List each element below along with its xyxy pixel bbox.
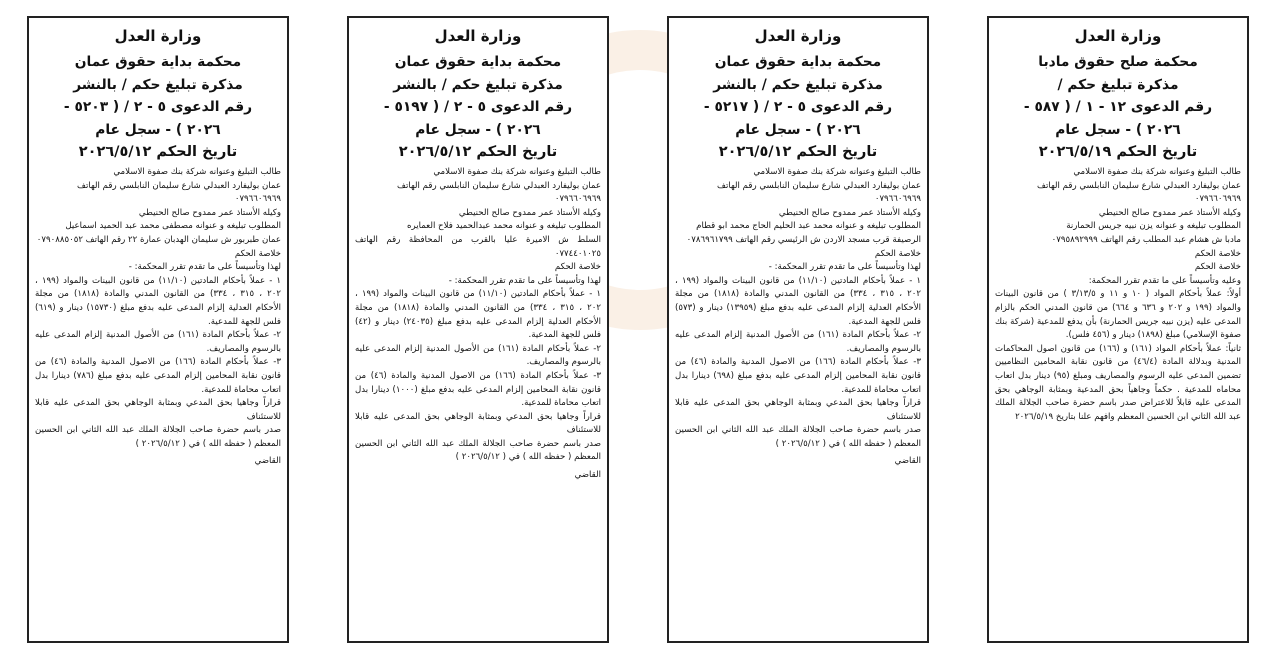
case-register: ٢٠٢٦ ) - سجل عام [95,121,221,138]
case-number: رقم الدعوى ١٢ - ١ / ( ٥٨٧ - [1023,99,1213,115]
attorney: وكيله الأستاذ عمر ممدوح صالح الحنيطي [138,207,281,218]
case-number: رقم الدعوى ٥ - ٢ / ( ٥١٩٧ - [383,99,573,115]
ministry-title: وزارة العدل [754,27,842,45]
ruling-type: قراراً وجاهيا بحق المدعي وبمثابة الوجاهي بحق المدعى عليه قابلا للاستئناف [35,398,281,422]
notice-amman-5197 [347,16,609,643]
ruling-clause: ٢- عملاً بأحكام المادة (١٦١) من الأصول المدنية إلزام المدعى عليه بالرسوم والمصاريف. [675,330,921,354]
ruling-clause: ٣- عملاً بأحكام المادة (١٦٦) من الاصول المدنية والمادة (٤٦) من قانون نقابة المحامين إلزام المدعى عليه بدفع مبلغ (١٠٠٠) دينارا بدل اتعاب محاماة للمدعية. [355,370,601,409]
attorney: وكيله الأستاذ عمر ممدوح صالح الحنيطي [778,207,921,218]
ruling-intro: لهذا وتأسيساً على ما تقدم تقرر المحكمة: - [448,275,601,286]
notice-type: مذكرة تبليغ حكم / بالنشر [73,76,243,93]
judgment-date: تاريخ الحكم ٢٠٢٦/٥/١٢ [718,144,878,160]
ruling-clause: ١ - عملاً بأحكام المادتين (١١/١٠) من قانون البينات والمواد (١٩٩ ، ٢٠٢ ، ٣١٥ ، ٣٣٤) من القانون المدني والمادة (١٨١٨) من مجلة الأحكام العدلية إلزام المدعى عليه بدفع مبلغ (١٣٩٥٩) دينار و (٥٧٣) فلس للجهة المدعية. [675,275,921,327]
notice-body [355,166,601,465]
case-register: ٢٠٢٦ ) - سجل عام [1055,121,1181,138]
ruling-clause: ١ - عملاً بأحكام المادتين (١١/١٠) من قانون البينات والمواد (١٩٩ ، ٢٠٢ ، ٣١٥ ، ٣٣٤) من القانون المدني والمادة (١٨١٨) من مجلة الأحكام العدلية إلزام المدعى عليه بدفع مبلغ (١٥٧٣٠) دينار و (٦١٩) فلس للجهة للمدعية. [35,275,281,327]
case-number: رقم الدعوى ٥ - ٢ / ( ٥٢٠٣ - [63,99,253,115]
summary-heading: خلاصة الحكم [234,248,281,259]
ruling-type: قراراً وجاهيا بحق المدعي وبمثابة الوجاهي بحق المدعى عليه قابلا للاستئناف [675,398,921,422]
judgment-date: تاريخ الحكم ٢٠٢٦/٥/١٩ [1038,144,1198,160]
notice-madaba [987,16,1249,643]
judge-label: القاضي [894,456,921,467]
ruling-clause: ٣- عملاً بأحكام المادة (١٦٦) من الاصول المدنية والمادة (٤٦) من قانون نقابة المحامين إلزام المدعى عليه بدفع مبلغ (٧٨٦) دينارا بدل اتعاب محاماة للمدعية. [35,357,281,395]
attorney: وكيله الأستاذ عمر ممدوح صالح الحنيطي [458,207,601,218]
judge-label: القاضي [254,456,281,467]
ministry-title: وزارة العدل [114,27,202,45]
ruling-clause: ١ - عملاً بأحكام المادتين (١١/١٠) من قانون البينات والمواد (١٩٩ ، ٢٠٢ ، ٣١٥ ، ٣٣٤) من القانون المدني والمادة (١٨١٨) من مجلة الأحكام العدلية إلزام المدعى عليه بدفع مبلغ (٢٤٠٣٥) دينار و (٤٢) فلس للجهة المدعية. [355,289,601,341]
defendant: المطلوب تبليغه و عنوانه مصطفى محمد عبد الحميد اسماعيل [65,221,281,232]
requester-phone: ٠٧٩٦٦٠٦٩٦٩ [234,194,281,205]
defendant: المطلوب تبليغه و عنوانه محمد عبدالحميد فلاح العمايره [406,221,601,232]
defendant-address: السلط ش الاميرة عليا بالقرب من المحافظة رقم الهاتف ٠٧٧٤٤٠١٠٢٥ [355,234,601,259]
issued-statement: صدر باسم حضرة صاحب الجلالة الملك عبد الله الثاني ابن الحسين المعظم ( حفظه الله ) في ( ٢٠٢٦/٥/١٢ ) [675,425,921,449]
ruling-clause: ٣- عملاً بأحكام المادة (١٦٦) من الاصول المدنية والمادة (٤٦) من قانون نقابة المحامين إلزام المدعى عليه بدفع مبلغ (٦٩٨) دينارا بدل اتعاب محاماة للمدعية. [675,357,921,395]
requester-phone: ٠٧٩٦٦٠٦٩٦٩ [874,194,921,205]
requester-address: عمان بوليفارد العبدلي شارع سليمان النابلسي رقم الهاتف [1037,180,1241,191]
ruling-clause: ٢- عملاً بأحكام المادة (١٦١) من الأصول المدنية إلزام المدعى عليه بالرسوم والمصاريف. [35,330,281,354]
ruling-intro: وعليه وتأسيساً على ما تقدم تقرر المحكمة: [1088,275,1241,286]
notice-amman-5217 [667,16,929,643]
notice-type: مذكرة تبليغ حكم / بالنشر [713,76,883,93]
notice-body [995,166,1241,424]
requester-phone: ٠٧٩٦٦٠٦٩٦٩ [554,194,601,205]
requester-address: عمان بوليفارد العبدلي شارع سليمان النابلسي رقم الهاتف [397,180,601,191]
defendant-address: عمان طبربور ش سليمان الهدبان عمارة ٢٢ رقم الهاتف ٠٧٩٠٨٨٥٠٥٢ [36,234,281,245]
court-name: محكمة بداية حقوق عمان [714,54,882,70]
court-name: محكمة بداية حقوق عمان [394,54,562,70]
ministry-title: وزارة العدل [434,27,522,45]
ministry-title: وزارة العدل [1074,27,1162,45]
ruling-clause: ٢- عملاً بأحكام المادة (١٦١) من الأصول المدنية إلزام المدعى عليه بالرسوم والمصاريف. [355,343,601,368]
notice-body [35,166,281,451]
ruling-clause: ثانياً: عملاً بأحكام المواد (١٦١) و (١٦٦) من قانون اصول المحاكمات المدنية وبدلالة المادة (٤٦/٤) من قانون نقابة المحامين النظاميين تضمين المدعى عليه الرسوم والمصاريف ومبلغ (٩٥) دينار بدل اتعاب محاماه للمدعية . حكماً وجاهياً بحق المدعية وبمثابة الوجاهي بحق المدعى عليه قابلاً للاعتراض صدر باسم حضرة صاحب الجلالة الملك عبد الله الثاني ابن الحسين المعظم وافهم علنا بتاريخ ٢٠٢٦/٥/١٩ [995,343,1242,422]
notice-type: مذكرة تبليغ حكم / بالنشر [393,76,563,93]
attorney: وكيله الأستاذ عمر ممدوح صالح الحنيطي [1098,207,1241,218]
requester-address: عمان بوليفارد العبدلي شارع سليمان النابلسي رقم الهاتف [77,180,281,191]
judgment-date: تاريخ الحكم ٢٠٢٦/٥/١٢ [398,144,558,160]
case-register: ٢٠٢٦ ) - سجل عام [415,121,541,138]
notice-body [675,166,921,451]
requester: طالب التبليغ وعنوانه شركة بنك صفوة الاسلامي [433,167,601,177]
summary-heading: خلاصة الحكم [554,262,601,273]
summary-heading: خلاصة الحكم [1194,262,1241,273]
requester: طالب التبليغ وعنوانه شركة بنك صفوة الاسلامي [1073,167,1241,177]
court-name: محكمة بداية حقوق عمان [74,54,242,70]
summary-heading: خلاصة الحكم [874,248,921,259]
ruling-type: قراراً وجاهيا بحق المدعي وبمثابة الوجاهي بحق المدعى عليه قابلا للاستئناف [355,411,601,436]
issued-statement: صدر باسم حضرة صاحب الجلالة الملك عبد الله الثاني ابن الحسين المعظم ( حفظه الله ) في ( ٢٠٢٦/٥/١٢ ) [355,438,601,463]
case-number: رقم الدعوى ٥ - ٢ / ( ٥٢١٧ - [703,99,893,115]
defendant-address: مادبا ش هشام عبد المطلب رقم الهاتف ٠٧٩٥٨٩٢٩٩٩ [1051,234,1241,245]
ruling-clause: أولاً: عملاً بأحكام المواد ( ١٠ و ١١ و ٣/١٣/٥ ) من قانون البينات والمواد (١٩٩ و ٢٠٢ و ٦٣٦ و ٦٦٤) من قانون المدني الحكم بالزام المدعى عليه (يزن نبيه جريس الحمارنة) بأن يدفع للمدعية (شركة بنك صفوة الإسلامي) مبلغ (١٨٩٨) دينار و (٤٥٦ فلس). [995,289,1241,341]
case-register: ٢٠٢٦ ) - سجل عام [735,121,861,138]
judgment-date: تاريخ الحكم ٢٠٢٦/٥/١٢ [78,144,238,160]
summary-heading: خلاصة الحكم [1194,248,1241,259]
notice-type: مذكرة تبليغ حكم / [1057,76,1179,93]
defendant: المطلوب تبليغه و عنوانه يزن نبيه جريس الحمارنة [1066,221,1241,232]
defendant-address: الرصيفة قرب مسجد الاردن ش الرئيسي رقم الهاتف ٠٧٨٦٩٦١٧٩٩ [686,234,921,245]
requester-address: عمان بوليفارد العبدلي شارع سليمان النابلسي رقم الهاتف [717,180,921,191]
judge-label: القاضي [574,470,601,481]
requester-phone: ٠٧٩٦٦٠٦٩٦٩ [1194,194,1241,205]
requester: طالب التبليغ وعنوانه شركة بنك صفوة الاسلامي [753,167,921,177]
defendant: المطلوب تبليغه و عنوانه محمد عبد الحليم الحاج محمد ابو قطام [696,221,921,232]
issued-statement: صدر باسم حضرة صاحب الجلالة الملك عبد الله الثاني ابن الحسين المعظم ( حفظه الله ) في ( ٢٠٢٦/٥/١٢ ) [35,425,281,449]
court-name: محكمة صلح حقوق مادبا [1038,54,1198,70]
ruling-intro: لهذا وتأسيساً على ما تقدم تقرر المحكمة: - [128,262,281,273]
ruling-intro: لهذا وتأسيساً على ما تقدم تقرر المحكمة: - [768,262,921,273]
notice-amman-5203 [27,16,289,643]
requester: طالب التبليغ وعنوانه شركة بنك صفوة الاسلامي [113,167,281,177]
